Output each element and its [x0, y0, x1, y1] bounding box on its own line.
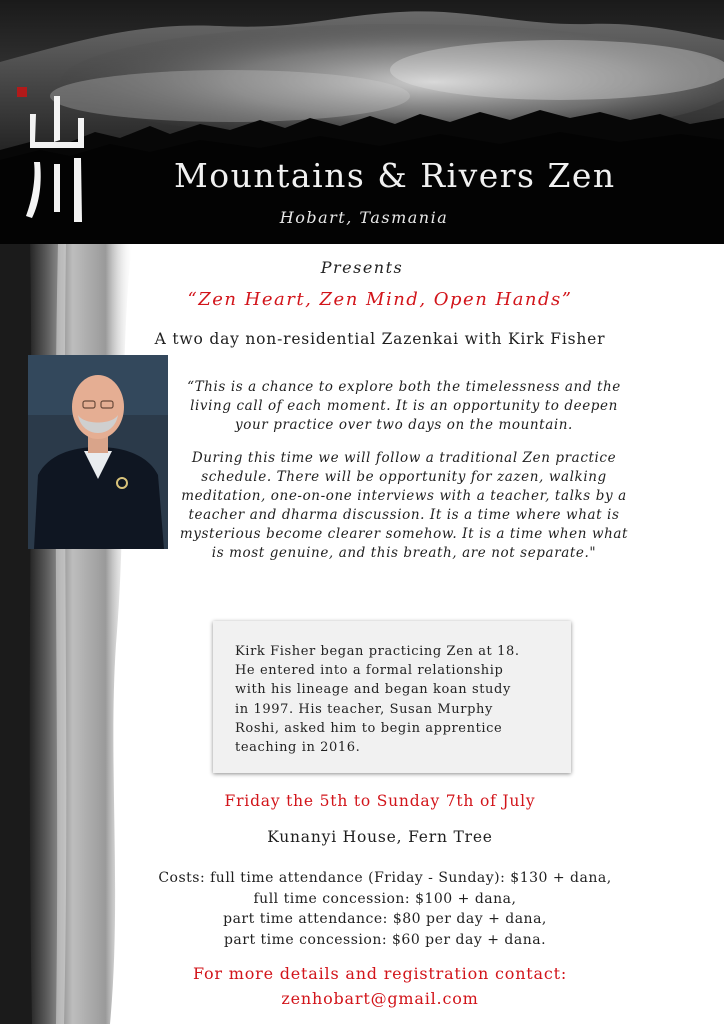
contact-label: For more details and registration contact:: [192, 964, 568, 983]
quote-block: [176, 378, 632, 563]
red-seal-stamp: [17, 87, 27, 97]
event-dates: Friday the 5th to Sunday 7th of July: [224, 792, 536, 810]
presents-label: Presents: [320, 258, 404, 277]
cost-line-part-concession: part time concession: $60 per day + dana.: [223, 931, 547, 948]
teacher-portrait-photo: [28, 355, 168, 549]
bio-box: [213, 621, 571, 773]
event-title: “Zen Heart, Zen Mind, Open Hands”: [187, 289, 573, 310]
cost-line-full-concession: full time concession: $100 + dana,: [253, 890, 517, 907]
mountain-river-kanji-logo: [18, 84, 94, 224]
bio-text: Kirk Fisher began practicing Zen at 18. He entered into a formal relationship with his lineage and began koan study in 1997. His teacher, Susan Murphy Roshi, asked him to begin apprentice teaching in 2016.: [235, 644, 520, 756]
header-banner: [0, 0, 724, 244]
event-subtitle: A two day non-residential Zazenkai with Kirk Fisher: [154, 330, 606, 348]
cost-line-full-time: Costs: full time attendance (Friday - Sunday): $130 + dana,: [158, 870, 612, 886]
quote-paragraph-2: During this time we will follow a traditional Zen practice schedule. There will be opportunity for zazen, walking meditation, one-on-one interviews with a teacher, talks by a teacher and dharma discussion. It is a time where what is mysterious become clearer somehow. It is a time when what is most genuine, and this breath, are not separate.": [179, 450, 629, 561]
cost-line-part-time: part time attendance: $80 per day + dana,: [223, 911, 547, 927]
portrait-image: [28, 355, 168, 549]
quote-paragraph-1: “This is a chance to explore both the timelessness and the living call of each moment. It is an opportunity to deepen your practice over two days on the mountain.: [187, 379, 621, 433]
site-location: Hobart, Tasmania: [279, 208, 449, 227]
contact-email[interactable]: zenhobart@gmail.com: [281, 989, 479, 1008]
event-venue: Kunanyi House, Fern Tree: [267, 828, 493, 846]
costs-block: [100, 868, 670, 950]
site-title: Mountains & Rivers Zen: [174, 156, 616, 195]
